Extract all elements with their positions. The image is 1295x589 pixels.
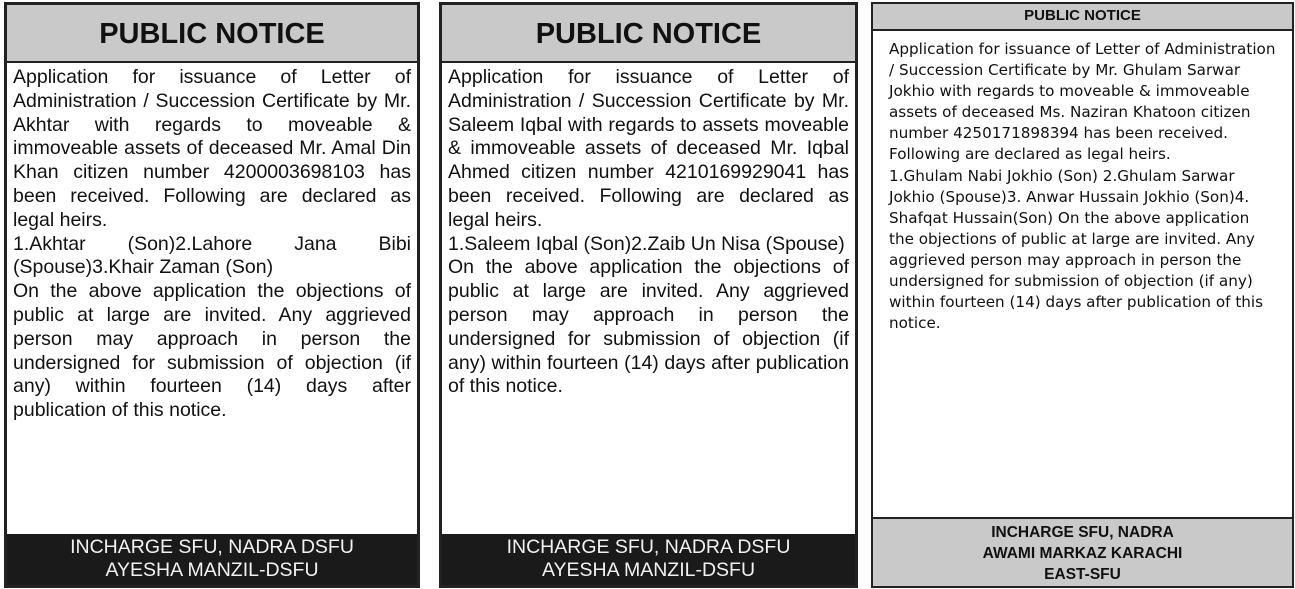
notice-footer bbox=[873, 517, 1292, 586]
footer-line-1: INCHARGE SFU, NADRA bbox=[991, 524, 1174, 541]
public-notice-3 bbox=[871, 2, 1294, 588]
footer-line-3: EAST-SFU bbox=[1044, 566, 1121, 583]
footer-line-1: INCHARGE SFU, NADRA DSFU bbox=[506, 536, 791, 558]
notice-application-text: Application for issuance of Letter of Administration / Succession Certificate by Mr. Akhtar with regards to moveable & immoveable assets of deceased Mr. Amal Din Khan citizen number 4200003698103 has been received. Following are declared as legal heirs. bbox=[13, 66, 411, 231]
notice-title: PUBLIC NOTICE bbox=[7, 5, 417, 63]
notice-footer bbox=[7, 534, 417, 585]
footer-line-1: INCHARGE SFU, NADRA DSFU bbox=[70, 536, 354, 558]
notice-body bbox=[442, 63, 855, 534]
notice-objection-text: On the above application the objections of public at large are invited. Any aggrieved person may approach in person the undersigned for submission of objection (if any) within fourteen (14) days after publication of this notice. bbox=[13, 280, 411, 422]
notice-title: PUBLIC NOTICE bbox=[442, 5, 855, 63]
notice-footer bbox=[442, 534, 855, 585]
notice-heirs-text: 1.Akhtar (Son)2.Lahore Jana Bibi (Spouse)3.Khair Zaman (Son) bbox=[13, 232, 411, 279]
notice-body bbox=[873, 31, 1292, 517]
notice-heirs-and-objection-text: 1.Ghulam Nabi Jokhio (Son) 2.Ghulam Sarwar Jokhio (Spouse)3. Anwar Hussain Jokhio (Son)4. Shafqat Hussain(Son) On the above application the objections of public at large are invited. Any aggrieved person may approach in person the undersigned for submission of objection (if any) within fourteen (14) days after publication of this notice. bbox=[889, 166, 1264, 333]
footer-line-2: AYESHA MANZIL-DSFU bbox=[105, 559, 319, 581]
notice-heirs-text: 1.Saleem Iqbal (Son)2.Zaib Un Nisa (Spouse) bbox=[448, 232, 845, 255]
notice-body bbox=[7, 63, 417, 534]
notice-application-text: Application for issuance of Letter of Administration / Succession Certificate by Mr. Ghulam Sarwar Jokhio with regards to moveable & immoveable assets of deceased Ms. Naziran Khatoon citizen number 4250171898394 has been received. Following are declared as legal heirs. bbox=[889, 40, 1276, 164]
footer-line-2: AWAMI MARKAZ KARACHI bbox=[982, 545, 1183, 562]
notice-application-text: Application for issuance of Letter of Administration / Succession Certificate by Mr. Saleem Iqbal with regards to assets moveable & immoveable assets of deceased Mr. Iqbal Ahmed citizen number 4210169929041 has been received. Following are declared as legal heirs. bbox=[448, 66, 849, 231]
footer-line-2: AYESHA MANZIL-DSFU bbox=[541, 559, 756, 581]
public-notice-2 bbox=[439, 2, 858, 588]
notice-objection-text: On the above application the objections of public at large are invited. Any aggrieved person may approach in person the undersigned for submission of objection (if any) within fourteen (14) days after publication of this notice. bbox=[448, 256, 849, 398]
public-notice-1 bbox=[4, 2, 420, 588]
notice-title: PUBLIC NOTICE bbox=[873, 4, 1292, 31]
